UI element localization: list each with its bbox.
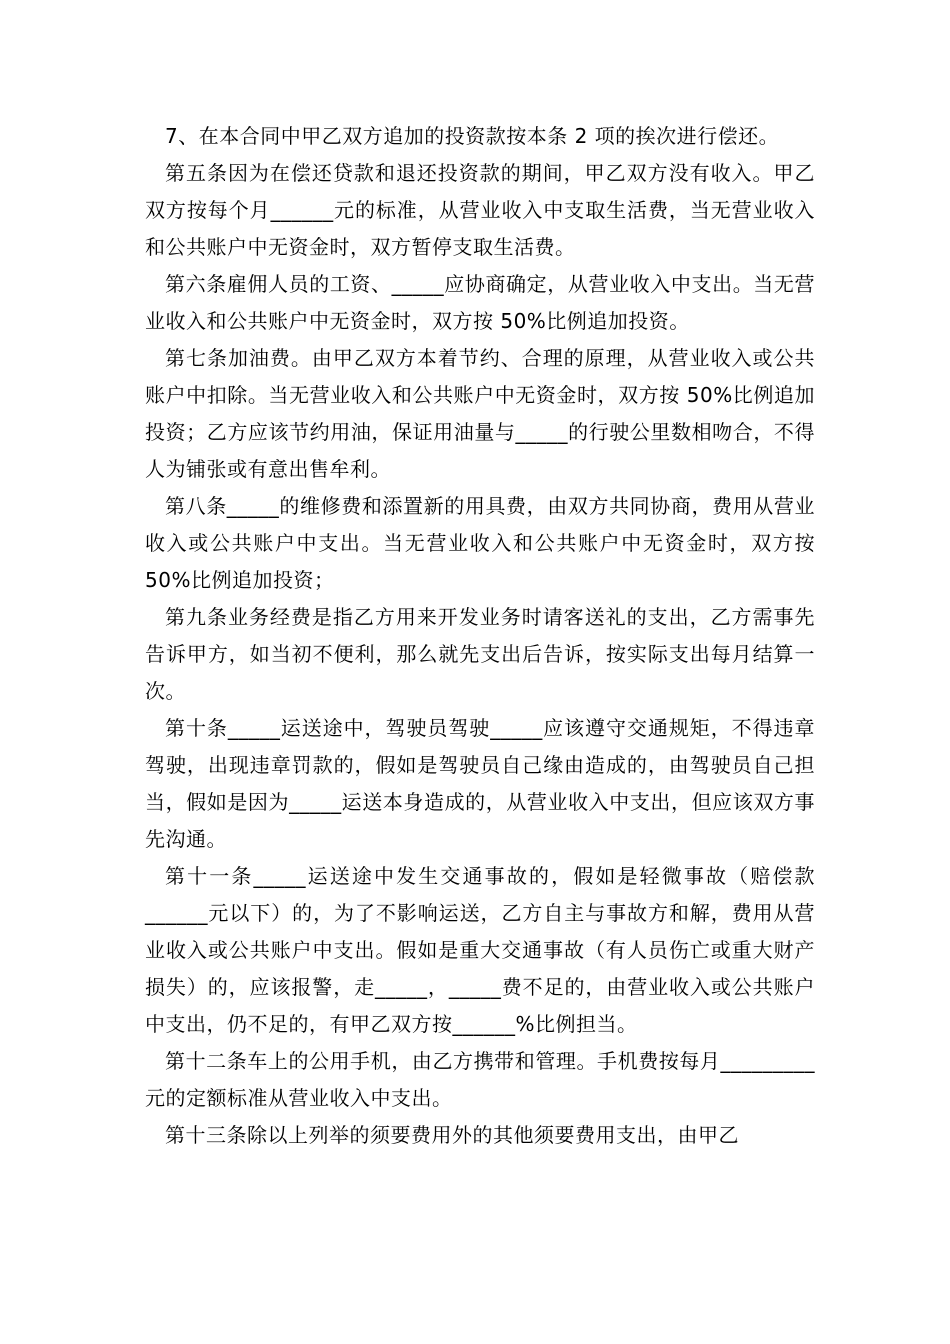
paragraph-article-6: 第六条雇佣人员的工资、_____应协商确定，从营业收入中支出。当无营业收入和公共账户中无资金时，双方按 50%比例追加投资。 bbox=[145, 272, 815, 333]
paragraph-article-12: 第十二条车上的公用手机，由乙方携带和管理。手机费按每月_________元的定额标准从营业收入中支出。 bbox=[145, 1049, 815, 1110]
paragraph-item-7: 7、在本合同中甲乙双方追加的投资款按本条 2 项的挨次进行偿还。 bbox=[165, 124, 780, 148]
paragraph-article-8: 第八条_____的维修费和添置新的用具费，由双方共同协商，费用从营业收入或公共账户中支出。当无营业收入和公共账户中无资金时，双方按 50%比例追加投资； bbox=[145, 494, 815, 592]
contract-text-body bbox=[145, 118, 815, 1154]
paragraph-article-10: 第十条_____运送途中，驾驶员驾驶_____应该遵守交通规矩，不得违章驾驶，出现违章罚款的，假如是驾驶员自己缘由造成的，由驾驶员自己担当，假如是因为_____运送本身造成的，从营业收入中支出，但应该双方事先沟通。 bbox=[145, 716, 815, 851]
paragraph-article-11: 第十一条_____运送途中发生交通事故的，假如是轻微事故（赔偿款______元以下）的，为了不影响运送，乙方自主与事故方和解，费用从营业收入或公共账户中支出。假如是重大交通事故（有人员伤亡或重大财产损失）的，应该报警，走_____，_____费不足的，由营业收入或公共账户中支出，仍不足的，有甲乙双方按______%比例担当。 bbox=[145, 864, 815, 1036]
paragraph-article-13: 第十三条除以上列举的须要费用外的其他须要费用支出，由甲乙 bbox=[165, 1123, 739, 1147]
paragraph-article-7: 第七条加油费。由甲乙双方本着节约、合理的原理，从营业收入或公共账户中扣除。当无营业收入和公共账户中无资金时，双方按 50%比例追加投资；乙方应该节约用油，保证用油量与_____的行驶公里数相吻合，不得人为铺张或有意出售牟利。 bbox=[145, 346, 815, 481]
paragraph-article-5: 第五条因为在偿还贷款和退还投资款的期间，甲乙双方没有收入。甲乙双方按每个月______元的标准，从营业收入中支取生活费，当无营业收入和公共账户中无资金时，双方暂停支取生活费。 bbox=[145, 161, 815, 259]
paragraph-article-9: 第九条业务经费是指乙方用来开发业务时请客送礼的支出，乙方需事先告诉甲方，如当初不便利，那么就先支出后告诉，按实际支出每月结算一次。 bbox=[145, 605, 815, 703]
